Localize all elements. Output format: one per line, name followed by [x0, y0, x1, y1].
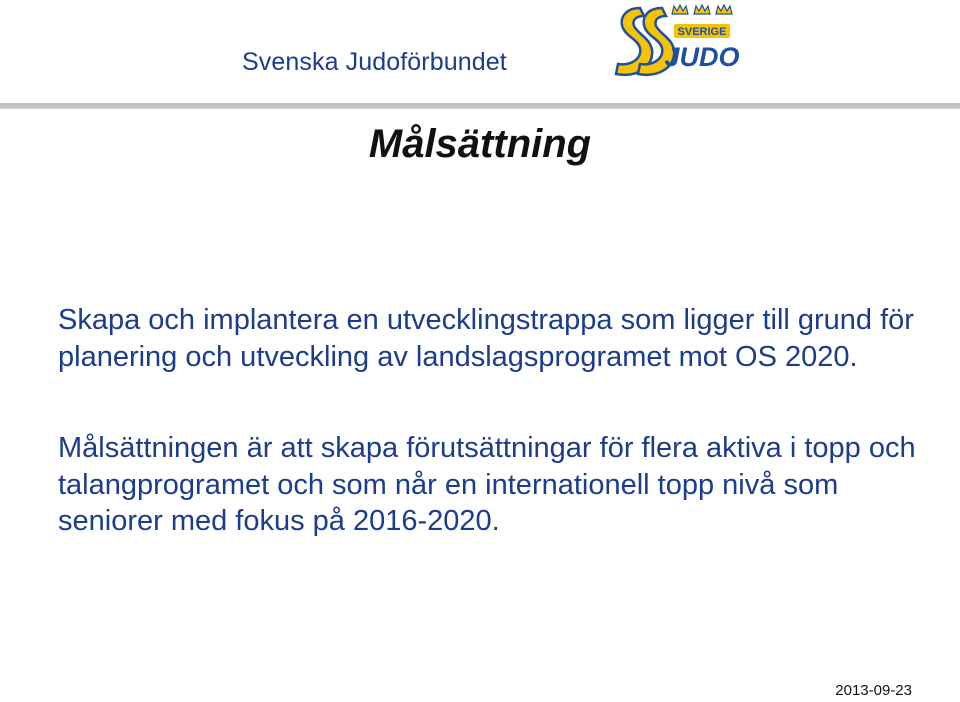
logo-sport-text: JUDO: [664, 42, 740, 72]
organization-name: Svenska Judoförbundet: [242, 48, 507, 76]
logo-country-text: SVERIGE: [677, 26, 727, 38]
goal-paragraph-1: Skapa och implantera en utvecklingstrappa som ligger till grund för planering och utveckling av landslagsprogramet mot OS 2020.: [58, 304, 914, 373]
goal-paragraph-2: Målsättningen är att skapa förutsättningar för flera aktiva i topp och talangprogramet och som når en internationell topp nivå som seniorer med fokus på 2016-2020.: [58, 432, 916, 537]
header-divider: [0, 103, 960, 109]
date-stamp: 2013-09-23: [835, 682, 912, 699]
page-title: Målsättning: [368, 122, 592, 166]
logo-crowns: [672, 5, 732, 14]
sjf-judo-logo: [610, 4, 740, 86]
